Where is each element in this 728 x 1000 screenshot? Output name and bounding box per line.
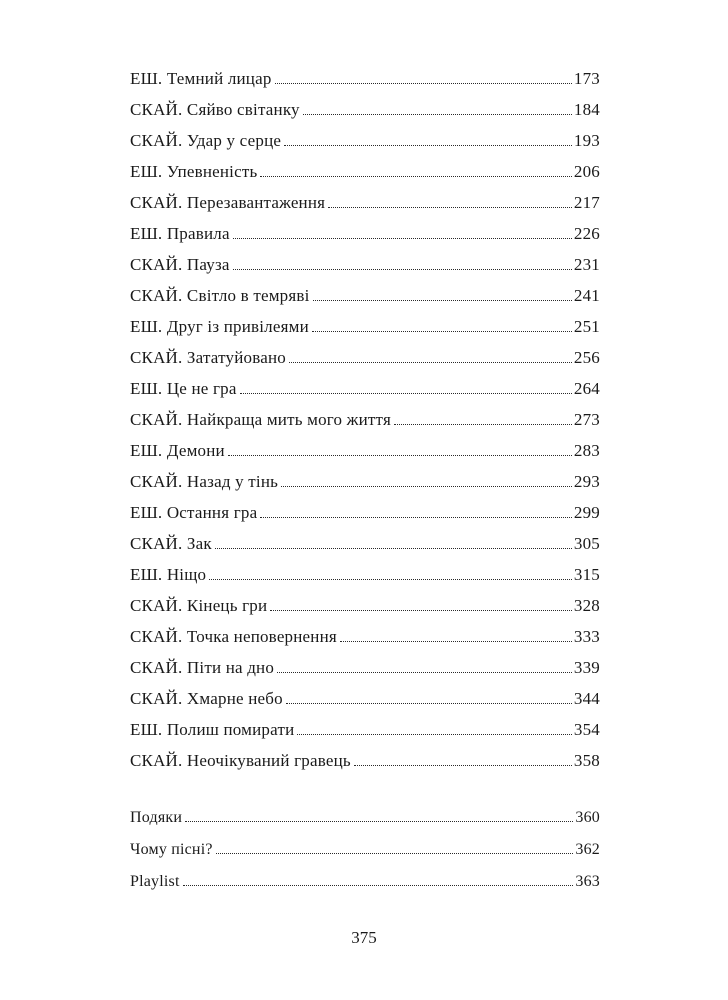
toc-entry xyxy=(130,683,600,714)
toc-entry-title: СКАЙ. Сяйво світанку xyxy=(130,100,300,119)
toc-entry-title: ЕШ. Це не гра xyxy=(130,379,237,398)
toc-entry-title: ЕШ. Ніщо xyxy=(130,565,207,584)
toc-entry-title: ЕШ. Темний лицар xyxy=(130,69,272,88)
toc-entry-title: СКАЙ. Світло в темряві xyxy=(130,286,310,305)
toc-entry-title: СКАЙ. Зататуйовано xyxy=(130,348,286,367)
toc-entry xyxy=(130,652,600,683)
toc-entry-title: СКАЙ. Неочікуваний гравець xyxy=(130,751,351,770)
dot-leader xyxy=(260,176,571,177)
toc-entry xyxy=(130,866,600,898)
toc-entry-title: СКАЙ. Удар у серце xyxy=(130,131,282,150)
toc-entry-page-number: 184 xyxy=(573,100,600,119)
toc-entry-page-number: 354 xyxy=(573,720,600,739)
toc-entry-page-number: 339 xyxy=(573,658,600,677)
toc-entry-title: СКАЙ. Зак xyxy=(130,534,212,553)
dot-leader xyxy=(209,579,572,580)
toc-entry xyxy=(130,435,600,466)
toc-entry-page-number: 283 xyxy=(573,441,600,460)
toc-entry xyxy=(130,714,600,745)
toc-entry-page-number: 217 xyxy=(573,193,600,212)
dot-leader xyxy=(233,269,572,270)
toc-entry-page-number: 333 xyxy=(573,627,600,646)
toc-entry-page-number: 231 xyxy=(573,255,600,274)
toc-entry-title: ЕШ. Правила xyxy=(130,224,230,243)
toc-entry-title: СКАЙ. Хмарне небо xyxy=(130,689,283,708)
toc-entry xyxy=(130,125,600,156)
dot-leader xyxy=(216,853,574,854)
dot-leader xyxy=(328,207,572,208)
toc-entry-page-number: 358 xyxy=(573,751,600,770)
toc-entry-page-number: 251 xyxy=(573,317,600,336)
toc-entry xyxy=(130,745,600,776)
dot-leader xyxy=(240,393,572,394)
toc-entry-title: ЕШ. Полиш помирати xyxy=(130,720,295,739)
toc-entry-page-number: 363 xyxy=(575,873,600,890)
toc-entry xyxy=(130,218,600,249)
toc-entry xyxy=(130,249,600,280)
toc-entry-page-number: 360 xyxy=(575,809,600,826)
toc-entry-page-number: 273 xyxy=(573,410,600,429)
toc-entry-page-number: 328 xyxy=(573,596,600,615)
toc-entry xyxy=(130,280,600,311)
toc-entry xyxy=(130,466,600,497)
dot-leader xyxy=(354,765,572,766)
toc-entry-page-number: 293 xyxy=(573,472,600,491)
toc-entry-page-number: 206 xyxy=(573,162,600,181)
toc-entry xyxy=(130,621,600,652)
dot-leader xyxy=(312,331,572,332)
dot-leader xyxy=(297,734,572,735)
page-number: 375 xyxy=(351,928,377,947)
toc-entry-title: Чому пісні? xyxy=(130,841,213,858)
dot-leader xyxy=(284,145,572,146)
dot-leader xyxy=(313,300,572,301)
table-of-contents-back-matter xyxy=(130,802,600,898)
toc-entry xyxy=(130,559,600,590)
dot-leader xyxy=(228,455,572,456)
dot-leader xyxy=(275,83,572,84)
dot-leader xyxy=(233,238,572,239)
toc-entry xyxy=(130,373,600,404)
toc-entry xyxy=(130,63,600,94)
toc-entry xyxy=(130,342,600,373)
toc-entry-page-number: 173 xyxy=(573,69,600,88)
toc-entry xyxy=(130,590,600,621)
dot-leader xyxy=(303,114,572,115)
toc-entry-title: СКАЙ. Пауза xyxy=(130,255,230,274)
toc-entry xyxy=(130,802,600,834)
toc-entry-page-number: 241 xyxy=(573,286,600,305)
dot-leader xyxy=(289,362,572,363)
toc-entry-title: ЕШ. Остання гра xyxy=(130,503,258,522)
toc-entry-page-number: 299 xyxy=(573,503,600,522)
toc-entry-title: Подяки xyxy=(130,809,183,826)
dot-leader xyxy=(340,641,572,642)
toc-entry xyxy=(130,187,600,218)
dot-leader xyxy=(394,424,572,425)
toc-entry xyxy=(130,311,600,342)
toc-entry-page-number: 256 xyxy=(573,348,600,367)
toc-entry-page-number: 226 xyxy=(573,224,600,243)
dot-leader xyxy=(185,821,573,822)
dot-leader xyxy=(270,610,572,611)
toc-entry xyxy=(130,404,600,435)
toc-entry-title: СКАЙ. Назад у тінь xyxy=(130,472,279,491)
dot-leader xyxy=(286,703,572,704)
toc-entry-title: СКАЙ. Найкраща мить мого життя xyxy=(130,410,391,429)
toc-entry-title: ЕШ. Демони xyxy=(130,441,225,460)
toc-entry-title: Playlist xyxy=(130,873,180,890)
toc-entry-page-number: 193 xyxy=(573,131,600,150)
table-of-contents xyxy=(130,63,600,776)
toc-entry-page-number: 362 xyxy=(575,841,600,858)
toc-entry xyxy=(130,834,600,866)
toc-entry-title: ЕШ. Упевненість xyxy=(130,162,258,181)
toc-entry-page-number: 344 xyxy=(573,689,600,708)
dot-leader xyxy=(281,486,572,487)
toc-entry-page-number: 315 xyxy=(573,565,600,584)
dot-leader xyxy=(215,548,572,549)
toc-entry xyxy=(130,528,600,559)
dot-leader xyxy=(183,885,574,886)
toc-entry xyxy=(130,156,600,187)
toc-entry-title: СКАЙ. Піти на дно xyxy=(130,658,275,677)
toc-entry-page-number: 264 xyxy=(573,379,600,398)
dot-leader xyxy=(277,672,572,673)
toc-entry-title: СКАЙ. Перезавантаження xyxy=(130,193,326,212)
toc-entry-title: ЕШ. Друг із привілеями xyxy=(130,317,309,336)
toc-entry-title: СКАЙ. Кінець гри xyxy=(130,596,268,615)
dot-leader xyxy=(260,517,572,518)
toc-entry-title: СКАЙ. Точка неповернення xyxy=(130,627,337,646)
toc-entry xyxy=(130,94,600,125)
toc-entry xyxy=(130,497,600,528)
toc-entry-page-number: 305 xyxy=(573,534,600,553)
